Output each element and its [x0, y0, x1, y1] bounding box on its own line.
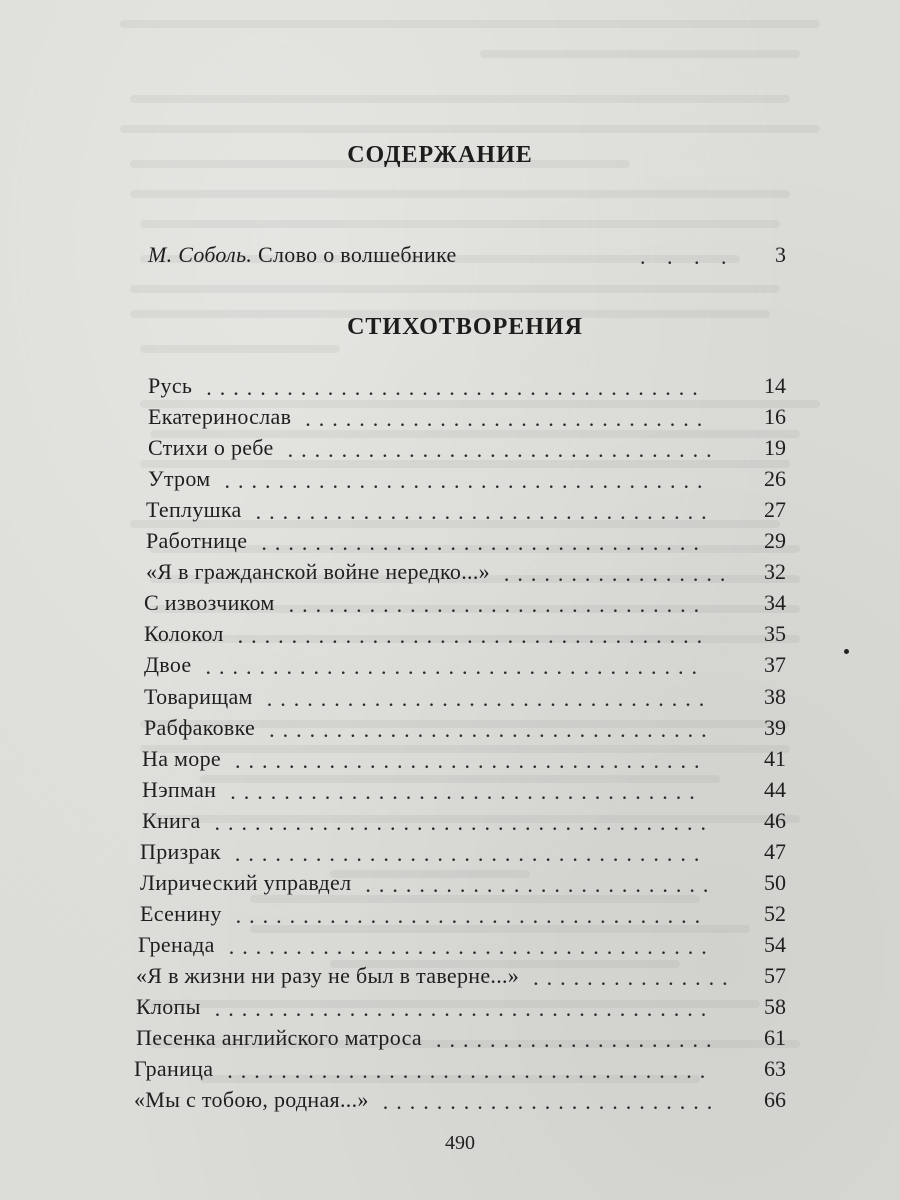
toc-entry-title: Товарищам [144, 683, 253, 709]
toc-leader-dots: ............................... [288, 592, 708, 618]
toc-entry [0, 742, 900, 776]
toc-entry-page-number: 61 [764, 1025, 786, 1051]
toc-entry [0, 959, 900, 993]
toc-intro-entry [0, 238, 900, 272]
toc-entry-title: Книга [142, 807, 201, 833]
toc-entry-page-number: 41 [764, 745, 786, 771]
toc-entry [0, 990, 900, 1024]
toc-entry [0, 617, 900, 651]
toc-entry-title: Песенка английского матроса [136, 1025, 422, 1051]
toc-entry-page-number: 44 [764, 776, 786, 802]
intro-title: Слово о волшебнике [258, 242, 457, 267]
show-through-line [130, 285, 780, 293]
toc-entry-page-number: 66 [764, 1087, 786, 1113]
toc-entry-title: «Я в гражданской войне нередко...» [146, 559, 490, 585]
show-through-line [140, 220, 780, 228]
toc-leader-dots: ................................... [234, 747, 708, 773]
toc-entry [0, 400, 900, 434]
toc-entry [0, 586, 900, 620]
paper-speck [844, 649, 849, 654]
toc-leader-dots: ................................... [237, 623, 711, 649]
show-through-line [120, 125, 820, 133]
toc-entry-title: «Я в жизни ни разу не был в таверне...» [136, 962, 520, 988]
toc-entry-title: Работнице [146, 528, 248, 554]
toc-entry-title: Призрак [140, 838, 221, 864]
toc-entry [0, 897, 900, 931]
toc-entry-title: Граница [134, 1056, 214, 1082]
toc-entry-title: Клопы [136, 994, 201, 1019]
toc-entry-page-number: 27 [764, 497, 786, 523]
toc-leader-dots: ................................. [269, 716, 715, 742]
toc-entry [0, 866, 900, 900]
toc-entry-page-number: 46 [764, 807, 786, 833]
toc-entry-page-number: 50 [764, 869, 786, 895]
toc-entry [0, 680, 900, 714]
toc-entry-page-number: 39 [764, 714, 786, 740]
toc-leader-dots: .................................... [224, 468, 711, 494]
toc-entry-page-number: 35 [764, 621, 786, 647]
toc-entry-page-number: 37 [764, 652, 786, 678]
toc-entry [0, 711, 900, 745]
intro-page-number: 3 [775, 242, 786, 267]
toc-entry [0, 648, 900, 682]
show-through-line [120, 20, 820, 28]
page-number: 490 [445, 1132, 475, 1154]
toc-entry-title: Теплушка [146, 497, 242, 523]
toc-entry [0, 928, 900, 962]
toc-entry-page-number: 16 [764, 404, 786, 430]
toc-entry [0, 1083, 900, 1117]
toc-entry-page-number: 58 [764, 994, 786, 1019]
toc-entry-title: С извозчиком [144, 590, 275, 616]
toc-leader-dots: ................................. [261, 530, 707, 556]
toc-entry-page-number: 63 [764, 1056, 786, 1082]
toc-entry [0, 369, 900, 403]
show-through-line [140, 345, 340, 353]
toc-leader-dots: ..................................... [205, 654, 705, 680]
toc-leader-dots: ..................................... [214, 996, 715, 1021]
toc-entry-title: Екатеринослав [148, 404, 292, 430]
toc-entry-title: На море [142, 745, 221, 771]
toc-entry-page-number: 54 [764, 931, 786, 957]
toc-entry-page-number: 52 [764, 900, 786, 926]
show-through-line [130, 95, 790, 103]
toc-entry-title: «Мы с тобою, родная...» [134, 1087, 369, 1113]
toc-entry-page-number: 19 [764, 435, 786, 461]
toc-entry [0, 493, 900, 527]
toc-entry-page-number: 57 [764, 962, 786, 988]
toc-leader-dots: .................................. [255, 499, 715, 525]
toc-entry-page-number: 34 [764, 590, 786, 616]
toc-entry-title: Есенину [140, 900, 222, 926]
toc-entry-title: Колокол [144, 621, 224, 647]
toc-leader-dots: ................................. [266, 685, 713, 711]
toc-entry [0, 1052, 900, 1086]
toc-leader-dots: ................................ [287, 437, 720, 463]
toc-entry-title: Гренада [138, 931, 215, 957]
toc-entry-page-number: 47 [764, 838, 786, 864]
toc-entry-title: Стихи о ребе [148, 435, 274, 461]
toc-leader-dots: .................................... [228, 933, 715, 959]
toc-leader-dots: ......................... [382, 1089, 721, 1115]
toc-leader-dots: ..................................... [206, 375, 706, 400]
toc-entry-title: Русь [148, 373, 193, 398]
intro-author: М. Соболь. [148, 242, 253, 267]
toc-leader-dots: .............................. [305, 406, 711, 432]
toc-entry-page-number: 14 [764, 373, 786, 398]
toc-leader-dots: ................................... [235, 902, 709, 928]
contents-heading: СОДЕРЖАНИЕ [347, 142, 533, 168]
toc-leader-dots: ..................................... [214, 809, 715, 835]
show-through-line [130, 190, 790, 198]
toc-leader-dots: ................................... [234, 840, 708, 866]
toc-entry-title: Утром [148, 466, 211, 492]
toc-entry-title: Рабфаковке [144, 714, 256, 740]
toc-intro-title-wrap [148, 238, 457, 272]
toc-entry [0, 462, 900, 496]
show-through-line [480, 50, 800, 58]
toc-entry-title: Двое [144, 652, 192, 678]
toc-entry-page-number: 32 [764, 559, 786, 585]
toc-entry-page-number: 26 [764, 466, 786, 492]
toc-leader-dots: .................................... [227, 1058, 714, 1084]
toc-entry [0, 555, 900, 589]
toc-entry [0, 431, 900, 465]
toc-leader-dots: ..................... [435, 1027, 720, 1053]
toc-entry [0, 524, 900, 558]
toc-leader-dots: ............... [533, 964, 736, 990]
toc-entry-title: Лирический управдел [140, 869, 352, 895]
toc-leader-dots: .......................... [365, 871, 717, 897]
toc-entry [0, 1021, 900, 1055]
toc-entry [0, 835, 900, 869]
toc-leader-dots: ................................... [230, 778, 703, 804]
toc-entry-title: Нэпман [142, 776, 217, 802]
toc-entry [0, 804, 900, 838]
toc-leader-dots: . . . . [640, 244, 735, 269]
toc-leader-dots: ................. [503, 561, 734, 587]
poems-section-heading: СТИХОТВОРЕНИЯ [347, 314, 583, 340]
toc-entry-page-number: 29 [764, 528, 786, 554]
toc-entry-page-number: 38 [764, 683, 786, 709]
toc-entry [0, 773, 900, 807]
